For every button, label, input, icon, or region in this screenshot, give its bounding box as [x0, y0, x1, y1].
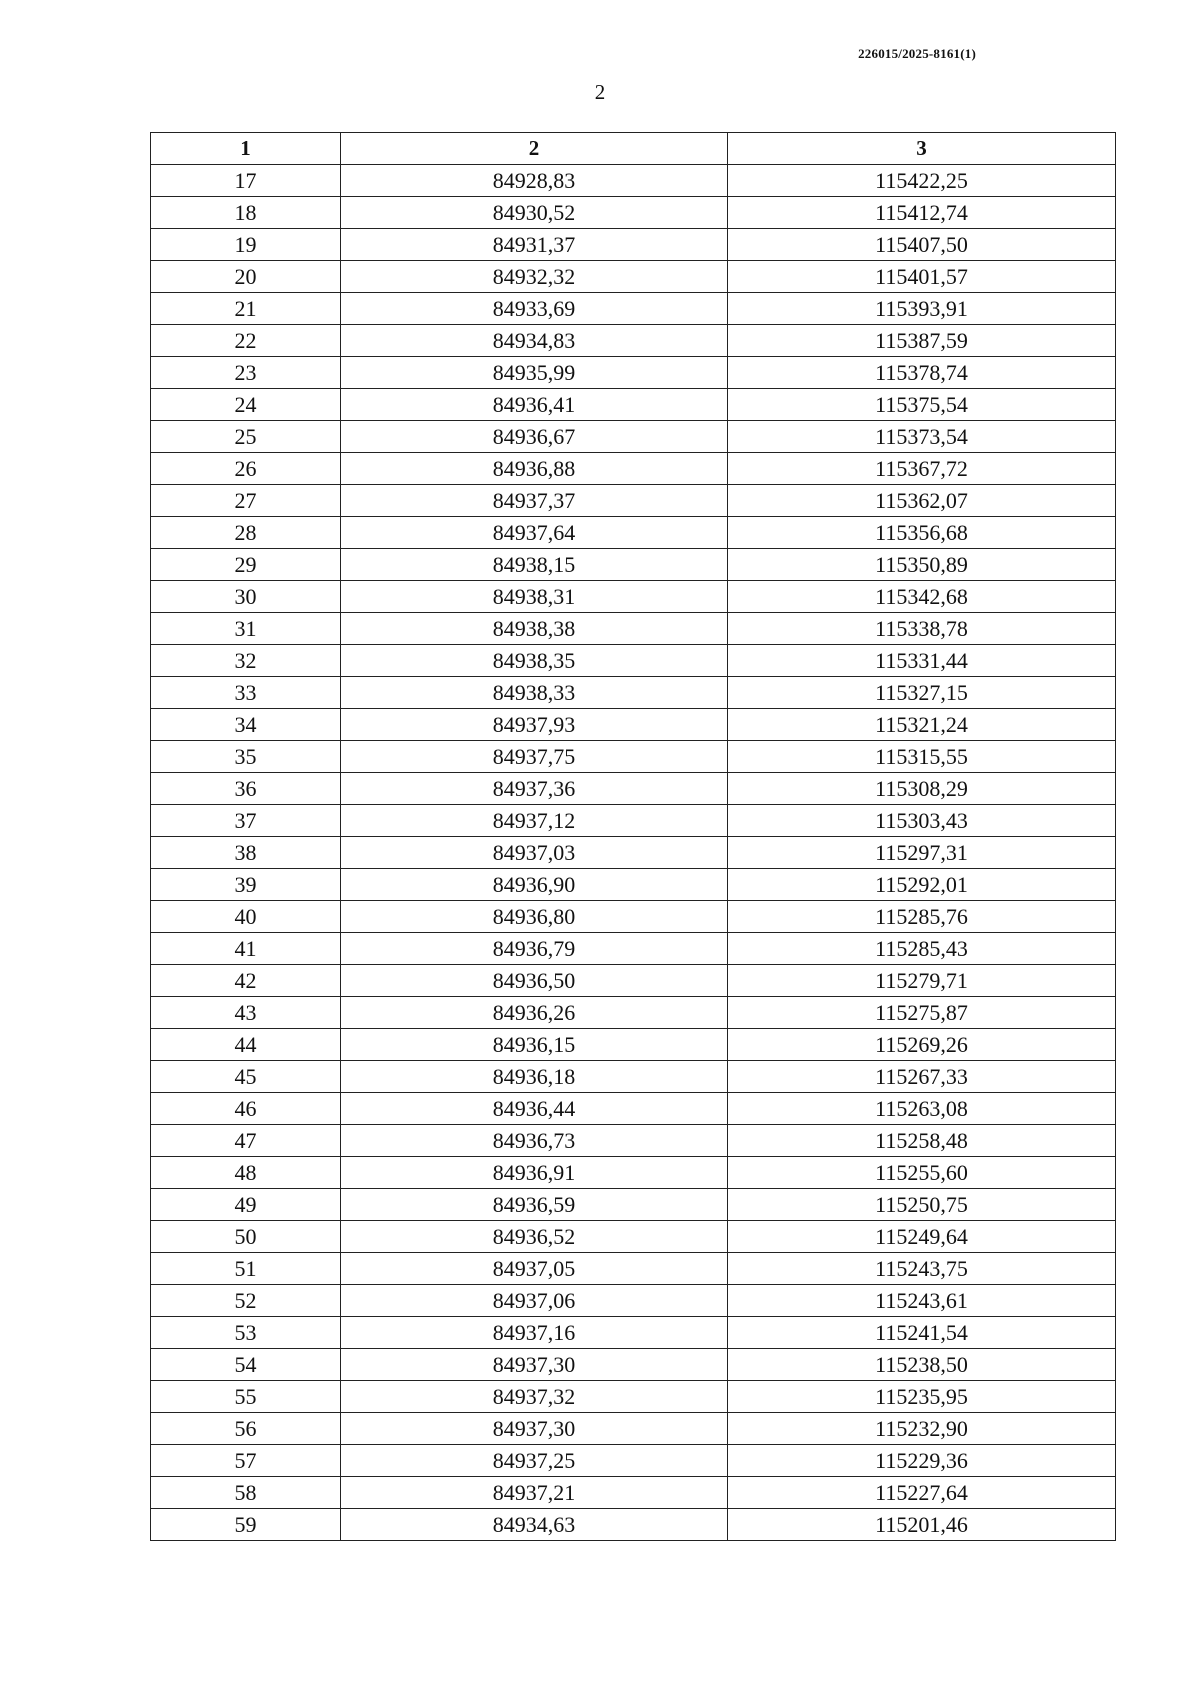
table-row — [151, 1349, 1116, 1381]
table-row — [151, 165, 1116, 197]
table-row — [151, 901, 1116, 933]
y-coordinate-cell: 115387,59 — [728, 325, 1116, 357]
x-coordinate-cell: 84937,30 — [341, 1413, 728, 1445]
document-reference-number: 226015/2025-8161(1) — [858, 46, 976, 61]
y-coordinate-cell: 115269,26 — [728, 1029, 1116, 1061]
x-coordinate-cell: 84931,37 — [341, 229, 728, 261]
y-coordinate-cell: 115227,64 — [728, 1477, 1116, 1509]
table-row — [151, 1029, 1116, 1061]
table-row — [151, 581, 1116, 613]
x-coordinate-cell: 84936,73 — [341, 1125, 728, 1157]
y-coordinate-cell: 115249,64 — [728, 1221, 1116, 1253]
y-coordinate-cell: 115241,54 — [728, 1317, 1116, 1349]
x-coordinate-cell: 84936,90 — [341, 869, 728, 901]
table-row — [151, 1157, 1116, 1189]
y-coordinate-cell: 115308,29 — [728, 773, 1116, 805]
y-coordinate-cell: 115235,95 — [728, 1381, 1116, 1413]
x-coordinate-cell: 84935,99 — [341, 357, 728, 389]
table-row — [151, 1445, 1116, 1477]
x-coordinate-cell: 84937,93 — [341, 709, 728, 741]
y-coordinate-cell: 115232,90 — [728, 1413, 1116, 1445]
x-coordinate-cell: 84937,21 — [341, 1477, 728, 1509]
x-coordinate-cell: 84936,67 — [341, 421, 728, 453]
y-coordinate-cell: 115250,75 — [728, 1189, 1116, 1221]
table-row — [151, 1125, 1116, 1157]
point-number-cell: 21 — [151, 293, 341, 325]
y-coordinate-cell: 115229,36 — [728, 1445, 1116, 1477]
y-coordinate-cell: 115243,61 — [728, 1285, 1116, 1317]
x-coordinate-cell: 84932,32 — [341, 261, 728, 293]
y-coordinate-cell: 115275,87 — [728, 997, 1116, 1029]
table-row — [151, 389, 1116, 421]
table-row — [151, 773, 1116, 805]
table-row — [151, 1221, 1116, 1253]
point-number-cell: 48 — [151, 1157, 341, 1189]
table-row — [151, 1381, 1116, 1413]
x-coordinate-cell: 84937,32 — [341, 1381, 728, 1413]
table-row — [151, 1285, 1116, 1317]
x-coordinate-cell: 84937,05 — [341, 1253, 728, 1285]
point-number-cell: 38 — [151, 837, 341, 869]
y-coordinate-cell: 115375,54 — [728, 389, 1116, 421]
table-row — [151, 197, 1116, 229]
x-coordinate-cell: 84936,18 — [341, 1061, 728, 1093]
x-coordinate-cell: 84936,91 — [341, 1157, 728, 1189]
y-coordinate-cell: 115243,75 — [728, 1253, 1116, 1285]
y-coordinate-cell: 115297,31 — [728, 837, 1116, 869]
table-row — [151, 997, 1116, 1029]
y-coordinate-cell: 115279,71 — [728, 965, 1116, 997]
y-coordinate-cell: 115327,15 — [728, 677, 1116, 709]
table-row — [151, 325, 1116, 357]
point-number-cell: 35 — [151, 741, 341, 773]
table-row — [151, 1317, 1116, 1349]
table-row — [151, 517, 1116, 549]
point-number-cell: 29 — [151, 549, 341, 581]
x-coordinate-cell: 84938,31 — [341, 581, 728, 613]
x-coordinate-cell: 84936,50 — [341, 965, 728, 997]
table-row — [151, 1093, 1116, 1125]
point-number-cell: 45 — [151, 1061, 341, 1093]
x-coordinate-cell: 84938,35 — [341, 645, 728, 677]
y-coordinate-cell: 115342,68 — [728, 581, 1116, 613]
x-coordinate-cell: 84937,16 — [341, 1317, 728, 1349]
y-coordinate-cell: 115401,57 — [728, 261, 1116, 293]
table-row — [151, 357, 1116, 389]
x-coordinate-cell: 84937,12 — [341, 805, 728, 837]
point-number-cell: 37 — [151, 805, 341, 837]
y-coordinate-cell: 115362,07 — [728, 485, 1116, 517]
point-number-cell: 47 — [151, 1125, 341, 1157]
x-coordinate-cell: 84936,26 — [341, 997, 728, 1029]
x-coordinate-cell: 84937,64 — [341, 517, 728, 549]
point-number-cell: 20 — [151, 261, 341, 293]
x-coordinate-cell: 84937,36 — [341, 773, 728, 805]
point-number-cell: 39 — [151, 869, 341, 901]
table-row — [151, 965, 1116, 997]
point-number-cell: 26 — [151, 453, 341, 485]
x-coordinate-cell: 84937,30 — [341, 1349, 728, 1381]
x-coordinate-cell: 84936,15 — [341, 1029, 728, 1061]
point-number-cell: 42 — [151, 965, 341, 997]
table-row — [151, 485, 1116, 517]
y-coordinate-cell: 115422,25 — [728, 165, 1116, 197]
table-row — [151, 1477, 1116, 1509]
table-row — [151, 549, 1116, 581]
point-number-cell: 49 — [151, 1189, 341, 1221]
y-coordinate-cell: 115255,60 — [728, 1157, 1116, 1189]
column-header-1: 1 — [151, 133, 341, 165]
table-row — [151, 1253, 1116, 1285]
table-row — [151, 229, 1116, 261]
point-number-cell: 59 — [151, 1509, 341, 1541]
y-coordinate-cell: 115378,74 — [728, 357, 1116, 389]
y-coordinate-cell: 115267,33 — [728, 1061, 1116, 1093]
table-header-row — [151, 133, 1116, 165]
x-coordinate-cell: 84936,44 — [341, 1093, 728, 1125]
y-coordinate-cell: 115393,91 — [728, 293, 1116, 325]
point-number-cell: 33 — [151, 677, 341, 709]
table-row — [151, 933, 1116, 965]
table-row — [151, 1413, 1116, 1445]
point-number-cell: 53 — [151, 1317, 341, 1349]
y-coordinate-cell: 115367,72 — [728, 453, 1116, 485]
point-number-cell: 55 — [151, 1381, 341, 1413]
point-number-cell: 51 — [151, 1253, 341, 1285]
point-number-cell: 58 — [151, 1477, 341, 1509]
table-row — [151, 677, 1116, 709]
table-row — [151, 805, 1116, 837]
x-coordinate-cell: 84937,03 — [341, 837, 728, 869]
y-coordinate-cell: 115373,54 — [728, 421, 1116, 453]
point-number-cell: 23 — [151, 357, 341, 389]
point-number-cell: 25 — [151, 421, 341, 453]
y-coordinate-cell: 115331,44 — [728, 645, 1116, 677]
column-header-2: 2 — [341, 133, 728, 165]
x-coordinate-cell: 84937,37 — [341, 485, 728, 517]
table-row — [151, 709, 1116, 741]
x-coordinate-cell: 84936,41 — [341, 389, 728, 421]
y-coordinate-cell: 115238,50 — [728, 1349, 1116, 1381]
page-number: 2 — [594, 80, 606, 104]
x-coordinate-cell: 84937,06 — [341, 1285, 728, 1317]
y-coordinate-cell: 115350,89 — [728, 549, 1116, 581]
x-coordinate-cell: 84928,83 — [341, 165, 728, 197]
point-number-cell: 36 — [151, 773, 341, 805]
x-coordinate-cell: 84937,25 — [341, 1445, 728, 1477]
point-number-cell: 56 — [151, 1413, 341, 1445]
table-row — [151, 837, 1116, 869]
column-header-3: 3 — [728, 133, 1116, 165]
point-number-cell: 46 — [151, 1093, 341, 1125]
y-coordinate-cell: 115338,78 — [728, 613, 1116, 645]
point-number-cell: 43 — [151, 997, 341, 1029]
point-number-cell: 30 — [151, 581, 341, 613]
point-number-cell: 57 — [151, 1445, 341, 1477]
x-coordinate-cell: 84936,88 — [341, 453, 728, 485]
point-number-cell: 28 — [151, 517, 341, 549]
point-number-cell: 50 — [151, 1221, 341, 1253]
point-number-cell: 24 — [151, 389, 341, 421]
table-row — [151, 613, 1116, 645]
point-number-cell: 27 — [151, 485, 341, 517]
point-number-cell: 52 — [151, 1285, 341, 1317]
point-number-cell: 17 — [151, 165, 341, 197]
y-coordinate-cell: 115407,50 — [728, 229, 1116, 261]
table-row — [151, 421, 1116, 453]
y-coordinate-cell: 115356,68 — [728, 517, 1116, 549]
table-row — [151, 453, 1116, 485]
table-row — [151, 1189, 1116, 1221]
y-coordinate-cell: 115285,76 — [728, 901, 1116, 933]
table-row — [151, 869, 1116, 901]
y-coordinate-cell: 115412,74 — [728, 197, 1116, 229]
point-number-cell: 44 — [151, 1029, 341, 1061]
y-coordinate-cell: 115315,55 — [728, 741, 1116, 773]
point-number-cell: 41 — [151, 933, 341, 965]
table-row — [151, 261, 1116, 293]
y-coordinate-cell: 115303,43 — [728, 805, 1116, 837]
y-coordinate-cell: 115258,48 — [728, 1125, 1116, 1157]
x-coordinate-cell: 84936,52 — [341, 1221, 728, 1253]
x-coordinate-cell: 84936,79 — [341, 933, 728, 965]
x-coordinate-cell: 84933,69 — [341, 293, 728, 325]
table-body — [151, 165, 1116, 1541]
x-coordinate-cell: 84937,75 — [341, 741, 728, 773]
point-number-cell: 54 — [151, 1349, 341, 1381]
x-coordinate-cell: 84936,59 — [341, 1189, 728, 1221]
table-row — [151, 741, 1116, 773]
point-number-cell: 32 — [151, 645, 341, 677]
point-number-cell: 31 — [151, 613, 341, 645]
y-coordinate-cell: 115263,08 — [728, 1093, 1116, 1125]
point-number-cell: 34 — [151, 709, 341, 741]
x-coordinate-cell: 84934,83 — [341, 325, 728, 357]
point-number-cell: 22 — [151, 325, 341, 357]
y-coordinate-cell: 115285,43 — [728, 933, 1116, 965]
point-number-cell: 40 — [151, 901, 341, 933]
x-coordinate-cell: 84938,33 — [341, 677, 728, 709]
y-coordinate-cell: 115321,24 — [728, 709, 1116, 741]
x-coordinate-cell: 84938,15 — [341, 549, 728, 581]
y-coordinate-cell: 115201,46 — [728, 1509, 1116, 1541]
point-number-cell: 19 — [151, 229, 341, 261]
x-coordinate-cell: 84936,80 — [341, 901, 728, 933]
y-coordinate-cell: 115292,01 — [728, 869, 1116, 901]
table-row — [151, 645, 1116, 677]
x-coordinate-cell: 84934,63 — [341, 1509, 728, 1541]
x-coordinate-cell: 84930,52 — [341, 197, 728, 229]
coordinates-table — [150, 132, 1116, 1541]
point-number-cell: 18 — [151, 197, 341, 229]
table-row — [151, 1061, 1116, 1093]
table-row — [151, 1509, 1116, 1541]
table-header — [151, 133, 1116, 165]
x-coordinate-cell: 84938,38 — [341, 613, 728, 645]
table-row — [151, 293, 1116, 325]
